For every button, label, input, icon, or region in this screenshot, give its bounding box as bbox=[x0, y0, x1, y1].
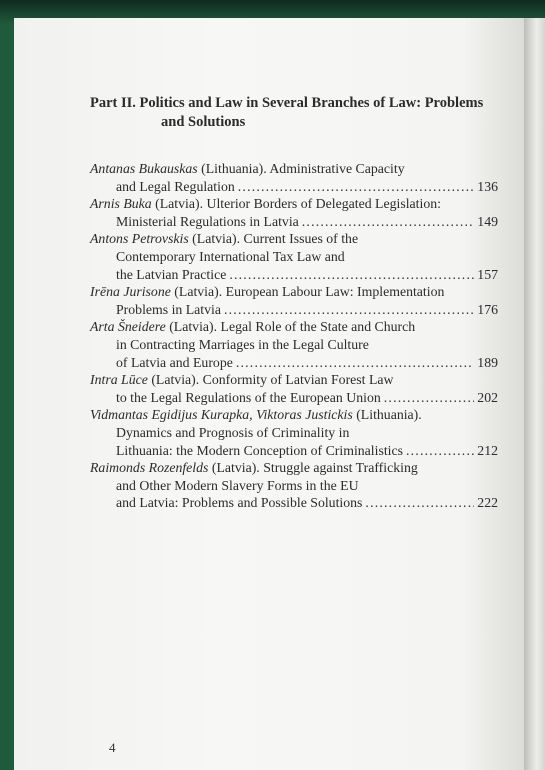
toc-entry-title-end: of Latvia and Europe bbox=[116, 354, 233, 370]
toc-entry-last-line bbox=[90, 266, 498, 284]
toc-entry-first-line bbox=[90, 318, 498, 336]
toc-entry-first-line bbox=[90, 371, 498, 389]
toc-entry-first-line bbox=[90, 283, 498, 301]
dot-leader bbox=[236, 354, 474, 372]
dot-leader bbox=[384, 389, 475, 407]
toc-entry bbox=[90, 283, 498, 318]
toc-entry-first-line bbox=[90, 230, 498, 248]
toc-entry bbox=[90, 459, 498, 512]
toc-entry-page: 202 bbox=[477, 389, 498, 405]
toc-entry-author: Arta Šneidere bbox=[90, 319, 166, 335]
toc-entry-page: 136 bbox=[477, 178, 498, 194]
toc-entry-title-start: (Latvia). Conformity of Latvian Forest Law bbox=[147, 372, 394, 388]
toc-entry-title-start: (Lithuania). Administrative Capacity bbox=[197, 161, 405, 176]
toc-entry-title-line: Dynamics and Prognosis of Criminality in bbox=[116, 424, 350, 440]
toc-entry-page: 149 bbox=[477, 213, 498, 229]
toc-entry-title-start: (Latvia). Legal Role of the State and Church bbox=[165, 319, 416, 335]
toc-entry-author: Antons Petrovskis bbox=[90, 231, 189, 247]
part-title bbox=[90, 94, 498, 132]
toc-entry-author: Antanas Bukauskas bbox=[90, 161, 198, 176]
toc-entry-title-end: Ministerial Regulations in Latvia bbox=[116, 213, 299, 229]
toc-entry-page: 157 bbox=[477, 266, 498, 282]
toc-entry-title-start: (Latvia). Ulterior Borders of Delegated Legislation: bbox=[151, 196, 441, 212]
toc-entry-title-line: Contemporary International Tax Law and bbox=[116, 248, 345, 264]
toc-entry-first-line bbox=[90, 160, 498, 178]
toc-entry-title-end: to the Legal Regulations of the European Union bbox=[116, 389, 381, 405]
toc-entry-title-start: (Latvia). Current Issues of the bbox=[188, 231, 359, 247]
toc-entry-title-end: the Latvian Practice bbox=[116, 266, 227, 282]
toc-entry-page: 222 bbox=[477, 495, 498, 511]
toc-entry-first-line bbox=[90, 459, 498, 477]
toc-entry-title-end: Problems in Latvia bbox=[116, 301, 221, 317]
toc-entry bbox=[90, 230, 498, 283]
toc-entry-page: 189 bbox=[477, 354, 498, 370]
toc-entry-author: Irēna Jurisone bbox=[90, 284, 171, 300]
toc-entry-author: Arnis Buka bbox=[90, 196, 152, 212]
toc-entry-page: 176 bbox=[477, 301, 498, 317]
book-page bbox=[14, 18, 524, 770]
book-page-edge bbox=[524, 18, 545, 770]
toc-entry-last-line bbox=[90, 301, 498, 319]
toc-entry-first-line bbox=[90, 195, 498, 213]
toc-entry-title-line: and Other Modern Slavery Forms in the EU bbox=[116, 477, 359, 493]
toc-entry bbox=[90, 318, 498, 371]
toc-entry-last-line bbox=[90, 213, 498, 231]
dot-leader bbox=[406, 442, 474, 460]
toc-entry bbox=[90, 160, 498, 195]
part-title-line2: and Solutions bbox=[161, 114, 246, 130]
toc-entry bbox=[90, 195, 498, 230]
toc-entries bbox=[90, 160, 498, 512]
toc-entry-author: Raimonds Rozenfelds bbox=[90, 460, 209, 476]
toc-entry bbox=[90, 371, 498, 406]
page-number: 4 bbox=[109, 740, 116, 755]
toc-entry-author: Vidmantas Egidijus Kurapka, Viktoras Justickis bbox=[90, 407, 353, 423]
dot-leader bbox=[238, 178, 475, 196]
dot-leader bbox=[365, 494, 474, 512]
toc-entry-title-line: in Contracting Marriages in the Legal Culture bbox=[116, 336, 369, 352]
toc-entry-last-line bbox=[90, 494, 498, 512]
toc-entry-first-line bbox=[90, 406, 498, 424]
toc-entry-page: 212 bbox=[477, 442, 498, 458]
toc-entry-last-line bbox=[90, 354, 498, 372]
dot-leader bbox=[302, 213, 475, 231]
toc-entry-title-start: (Latvia). European Labour Law: Implementation bbox=[170, 284, 445, 300]
toc-entry bbox=[90, 406, 498, 459]
toc-entry-title-start: (Lithuania). bbox=[352, 407, 422, 423]
table-of-contents bbox=[90, 94, 498, 512]
toc-entry-title-end: and Latvia: Problems and Possible Solutions bbox=[116, 495, 363, 511]
toc-entry-title-end: Lithuania: the Modern Conception of Criminalistics bbox=[116, 442, 403, 458]
toc-entry-last-line bbox=[90, 442, 498, 460]
dot-leader bbox=[224, 301, 474, 319]
toc-entry-author: Intra Lūce bbox=[90, 372, 148, 388]
toc-entry-last-line bbox=[90, 389, 498, 407]
toc-entry-last-line bbox=[90, 178, 498, 196]
dot-leader bbox=[229, 266, 474, 284]
toc-entry-title-end: and Legal Regulation bbox=[116, 178, 235, 194]
part-title-line1: Part II. Politics and Law in Several Branches of Law: Problems bbox=[90, 95, 484, 111]
toc-entry-title-start: (Latvia). Struggle against Trafficking bbox=[208, 460, 418, 476]
